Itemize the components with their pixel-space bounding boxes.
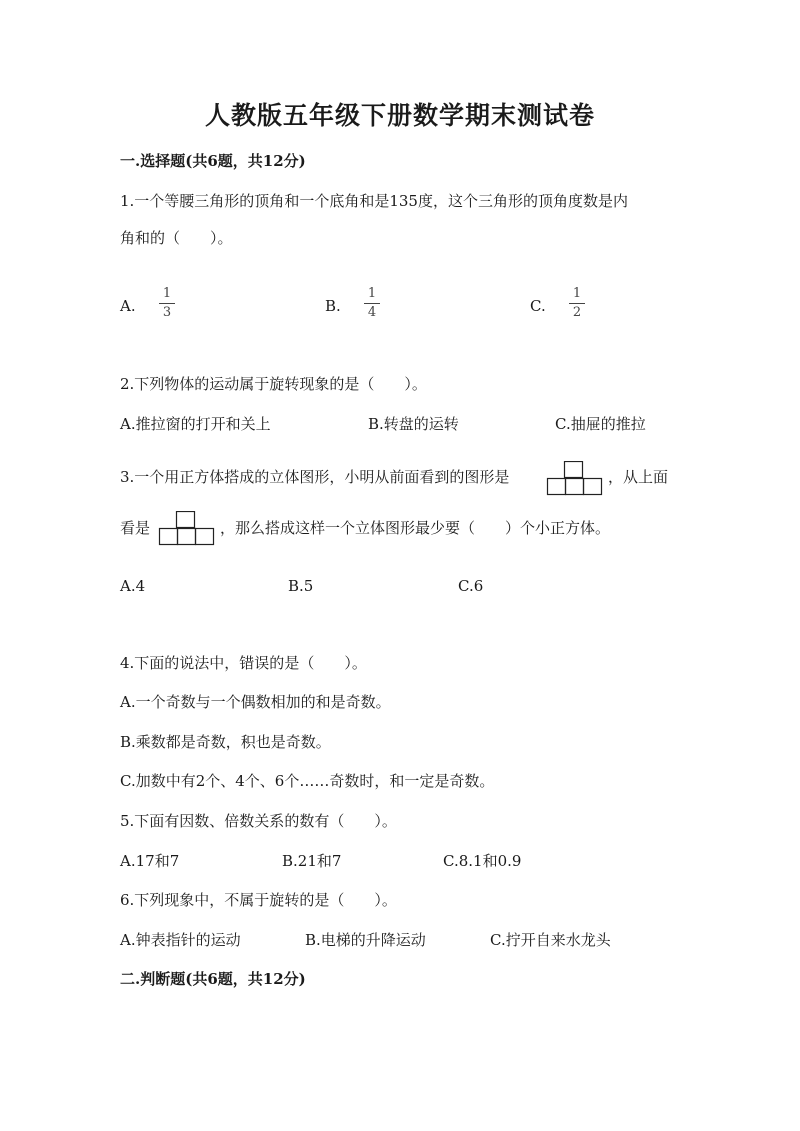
q4-option-b: B.乘数都是奇数，积也是奇数。 — [120, 733, 331, 751]
q6-option-a: A.钟表指针的运动 — [120, 931, 241, 949]
fraction-denominator: 4 — [367, 305, 377, 320]
section-heading-choice: 一.选择题(共6题，共12分) — [120, 152, 306, 170]
question-3-stem-part1: 3.一个用正方体搭成的立体图形，小明从前面看到的图形是 — [120, 468, 510, 486]
q1-option-a-label: A. — [120, 297, 136, 315]
front-view-figure — [546, 461, 604, 496]
q2-option-b: B.转盘的运转 — [368, 415, 459, 433]
q6-option-b: B.电梯的升降运动 — [305, 931, 426, 949]
q1-option-a-fraction — [159, 287, 175, 320]
fraction-denominator: 2 — [572, 305, 582, 320]
top-view-figure — [158, 511, 216, 546]
fraction-bar — [569, 303, 585, 304]
question-2-stem: 2.下列物体的运动属于旋转现象的是（ ）。 — [120, 375, 427, 393]
q1-option-c-fraction — [569, 287, 585, 320]
question-3-stem-part2: ，从上面 — [608, 468, 669, 486]
fraction-bar — [159, 303, 175, 304]
q5-option-b: B.21和7 — [282, 852, 342, 870]
q1-option-b-fraction — [364, 287, 380, 320]
question-3-stem-part4: ，那么搭成这样一个立体图形最少要（ ）个小正方体。 — [220, 519, 611, 537]
fraction-bar — [364, 303, 380, 304]
q4-option-a: A.一个奇数与一个偶数相加的和是奇数。 — [120, 693, 391, 711]
q6-option-c: C.拧开自来水龙头 — [490, 931, 611, 949]
section-heading-judgment: 二.判断题(共6题，共12分) — [120, 970, 306, 988]
q3-option-a: A.4 — [120, 577, 146, 595]
fraction-denominator: 3 — [162, 305, 172, 320]
page-title: 人教版五年级下册数学期末测试卷 — [204, 101, 595, 130]
q2-option-c: C.抽屉的推拉 — [555, 415, 646, 433]
q5-option-c: C.8.1和0.9 — [443, 852, 522, 870]
q3-option-b: B.5 — [288, 577, 314, 595]
question-1-stem-line2: 角和的（ ）。 — [120, 229, 233, 247]
fraction-numerator: 1 — [162, 286, 172, 301]
q4-option-c: C.加数中有2个、4个、6个……奇数时，和一定是奇数。 — [120, 772, 495, 790]
fraction-numerator: 1 — [367, 286, 377, 301]
q1-option-b-label: B. — [325, 297, 341, 315]
q1-option-c-label: C. — [530, 297, 546, 315]
q5-option-a: A.17和7 — [120, 852, 180, 870]
question-1-stem-line1: 1.一个等腰三角形的顶角和一个底角和是135度，这个三角形的顶角度数是内 — [120, 192, 628, 210]
q3-option-c: C.6 — [458, 577, 484, 595]
question-5-stem: 5.下面有因数、倍数关系的数有（ ）。 — [120, 812, 397, 830]
fraction-numerator: 1 — [572, 286, 582, 301]
question-4-stem: 4.下面的说法中，错误的是（ ）。 — [120, 654, 367, 672]
question-3-stem-part3: 看是 — [120, 519, 151, 537]
question-6-stem: 6.下列现象中，不属于旋转的是（ ）。 — [120, 891, 397, 909]
q2-option-a: A.推拉窗的打开和关上 — [120, 415, 271, 433]
